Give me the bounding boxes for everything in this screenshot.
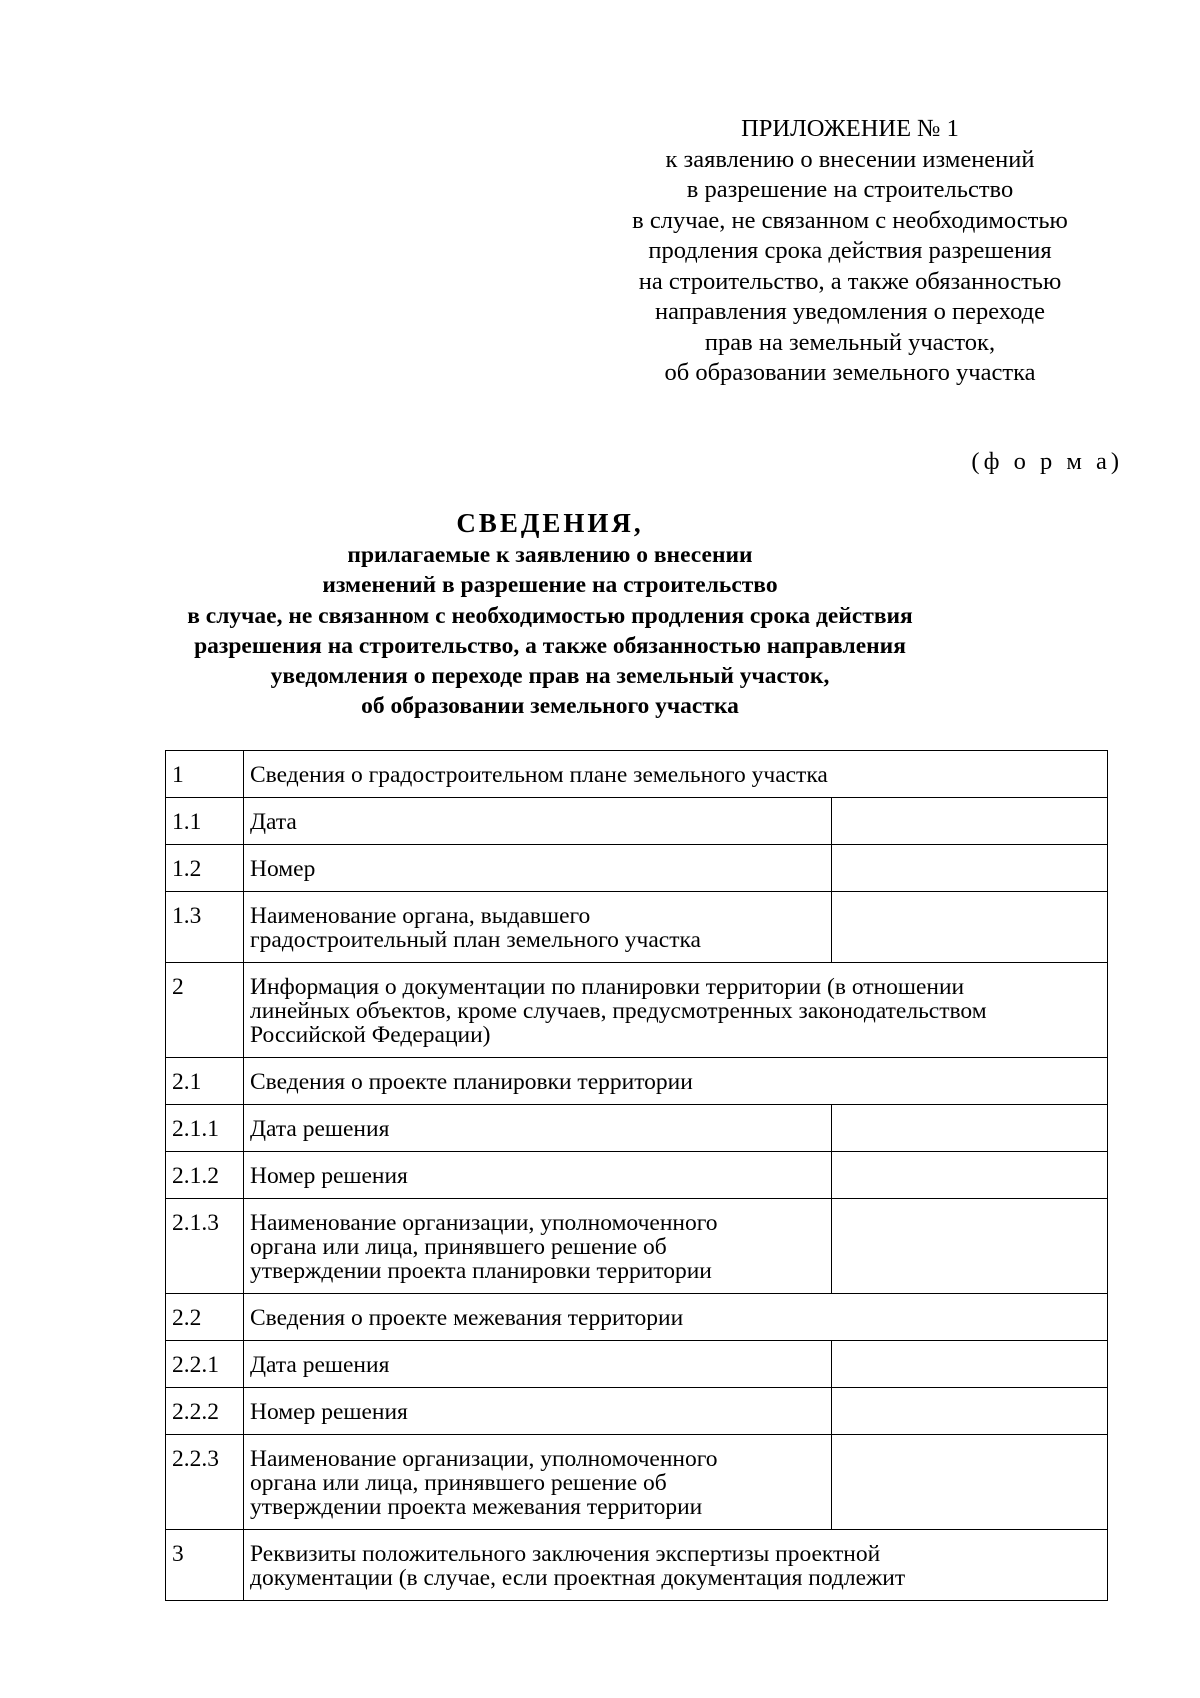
row-label-line: органа или лица, принявшего решение об xyxy=(250,1234,667,1260)
row-value-cell[interactable] xyxy=(832,892,1108,963)
table-row xyxy=(166,845,1108,892)
row-label-line: Сведения о проекте межевания территории xyxy=(250,1305,684,1331)
row-label-line: документации (в случае, если проектная документация подлежит xyxy=(250,1565,906,1591)
table-row xyxy=(166,1435,1108,1530)
appendix-line: в случае, не связанном с необходимостью xyxy=(632,206,1068,234)
table-row xyxy=(166,1152,1108,1199)
row-label xyxy=(244,963,1108,1058)
document-subtitle xyxy=(150,540,950,722)
row-label xyxy=(244,1199,832,1294)
row-label-line: Дата xyxy=(250,809,297,835)
appendix-line: на строительство, а также обязанностью xyxy=(638,267,1062,295)
heading-line: уведомления о переходе прав на земельный участок, xyxy=(270,663,830,690)
table-row xyxy=(166,1199,1108,1294)
appendix-line: ПРИЛОЖЕНИЕ № 1 xyxy=(741,115,959,142)
appendix-line: прав на земельный участок, xyxy=(704,328,996,356)
row-label xyxy=(244,1294,1108,1341)
row-label-line: Наименование органа, выдавшего xyxy=(250,903,591,929)
row-label xyxy=(244,892,832,963)
heading-line: разрешения на строительство, а также обязанностью направления xyxy=(194,632,906,659)
row-label-line: Номер xyxy=(250,856,316,882)
row-number: 1 xyxy=(166,751,244,798)
row-number: 3 xyxy=(166,1530,244,1601)
form-mark: (ф о р м а) xyxy=(971,448,1123,475)
row-number: 2.1.1 xyxy=(166,1105,244,1152)
row-number: 1.2 xyxy=(166,845,244,892)
row-label-line: Дата решения xyxy=(250,1116,390,1142)
row-number: 2.2.2 xyxy=(166,1388,244,1435)
row-label xyxy=(244,1388,832,1435)
row-label xyxy=(244,751,1108,798)
row-value-cell[interactable] xyxy=(832,845,1108,892)
appendix-line: об образовании земельного участка xyxy=(664,359,1036,386)
row-value-cell[interactable] xyxy=(832,1388,1108,1435)
row-number: 2 xyxy=(166,963,244,1058)
row-label-line: утверждении проекта планировки территории xyxy=(250,1258,712,1284)
row-label-line: Номер решения xyxy=(250,1399,408,1425)
heading-line: об образовании земельного участка xyxy=(361,693,739,720)
heading-line: изменений в разрешение на строительство xyxy=(322,572,778,599)
row-label-line: Реквизиты положительного заключения экспертизы проектной xyxy=(250,1541,881,1567)
appendix-line: к заявлению о внесении изменений xyxy=(665,145,1035,173)
row-number: 2.1 xyxy=(166,1058,244,1105)
document-title: СВЕДЕНИЯ, xyxy=(456,508,644,538)
table-row xyxy=(166,1530,1108,1601)
row-label-line: утверждении проекта межевания территории xyxy=(250,1494,703,1520)
table-row xyxy=(166,751,1108,798)
row-label-line: линейных объектов, кроме случаев, предусмотренных законодательством xyxy=(250,998,987,1024)
row-label xyxy=(244,1530,1108,1601)
row-number: 1.1 xyxy=(166,798,244,845)
row-label-line: Российской Федерации) xyxy=(250,1022,491,1048)
row-value-cell[interactable] xyxy=(832,1152,1108,1199)
heading-line: прилагаемые к заявлению о внесении xyxy=(347,542,753,568)
row-label xyxy=(244,1341,832,1388)
row-label xyxy=(244,845,832,892)
table-row xyxy=(166,1341,1108,1388)
row-label-line: органа или лица, принявшего решение об xyxy=(250,1470,667,1496)
table-row xyxy=(166,1294,1108,1341)
information-table xyxy=(165,750,1108,1601)
appendix-header xyxy=(600,114,1100,389)
table-row xyxy=(166,1388,1108,1435)
heading-line: в случае, не связанном с необходимостью продления срока действия xyxy=(187,602,913,629)
appendix-line: в разрешение на строительство xyxy=(686,176,1014,203)
row-value-cell[interactable] xyxy=(832,1199,1108,1294)
row-label xyxy=(244,1058,1108,1105)
table-row xyxy=(166,892,1108,963)
row-value-cell[interactable] xyxy=(832,1435,1108,1530)
row-label-line: Сведения о проекте планировки территории xyxy=(250,1069,693,1095)
row-label-line: Информация о документации по планировки территории (в отношении xyxy=(250,974,965,1000)
row-label-line: Дата решения xyxy=(250,1352,390,1378)
row-number: 2.1.3 xyxy=(166,1199,244,1294)
table-row xyxy=(166,1105,1108,1152)
row-label-line: Наименование организации, уполномоченного xyxy=(250,1210,718,1236)
row-value-cell[interactable] xyxy=(832,1105,1108,1152)
row-label xyxy=(244,798,832,845)
row-number: 2.2.3 xyxy=(166,1435,244,1530)
row-label-line: градостроительный план земельного участка xyxy=(250,927,701,953)
table-row xyxy=(166,963,1108,1058)
row-value-cell[interactable] xyxy=(832,798,1108,845)
row-label xyxy=(244,1105,832,1152)
table-row xyxy=(166,798,1108,845)
table-row xyxy=(166,1058,1108,1105)
row-label xyxy=(244,1152,832,1199)
appendix-line: продления срока действия разрешения xyxy=(648,237,1052,264)
row-number: 2.1.2 xyxy=(166,1152,244,1199)
row-number: 1.3 xyxy=(166,892,244,963)
row-number: 2.2.1 xyxy=(166,1341,244,1388)
row-label-line: Наименование организации, уполномоченного xyxy=(250,1446,718,1472)
appendix-line: направления уведомления о переходе xyxy=(655,298,1045,325)
row-label-line: Номер решения xyxy=(250,1163,408,1189)
row-label xyxy=(244,1435,832,1530)
document-heading xyxy=(150,506,950,722)
row-number: 2.2 xyxy=(166,1294,244,1341)
row-label-line: Сведения о градостроительном плане земельного участка xyxy=(250,762,828,788)
row-value-cell[interactable] xyxy=(832,1341,1108,1388)
